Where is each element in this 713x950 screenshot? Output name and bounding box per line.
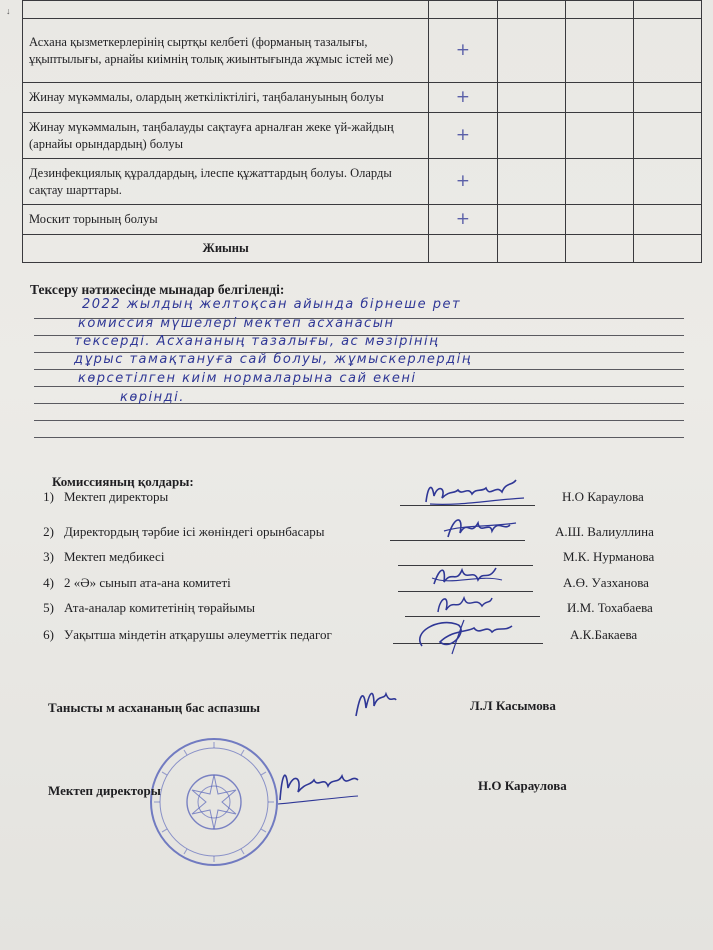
acquainted-label: Танысты м асхананың бас аспазшы <box>48 700 261 715</box>
table-row <box>23 83 702 113</box>
commission-member: 6) Уақытша міндетін атқарушы әлеуметтік педагог <box>43 627 332 642</box>
member-name: А.Ө. Уазханова <box>563 575 649 590</box>
signature-kasymova <box>350 680 400 722</box>
member-name: И.М. Тохабаева <box>567 600 653 615</box>
mark-cell: + <box>429 159 497 205</box>
margin-mark: ↓ <box>6 6 11 16</box>
commission-member: 1) Мектеп директоры <box>43 489 169 504</box>
criterion-cell <box>23 1 429 19</box>
ruled-line <box>34 386 684 387</box>
member-role: 2 «Ә» сынып ата-ана комитеті <box>64 575 231 590</box>
table-row <box>23 205 702 235</box>
criterion-cell: Асхана қызметкерлерінің сыртқы келбеті (форманың тазалығы, ұқыптылығы, арнайы киімнің толық жиынтығында жұмыс істей ме) <box>23 19 429 83</box>
table-row <box>23 159 702 205</box>
findings-title: Тексеру нәтижесінде мынадар белгіленді: <box>30 282 285 297</box>
table-row <box>23 113 702 159</box>
ruled-line <box>34 437 684 438</box>
handwritten-line: комиссия мүшелері мектеп асханасын <box>78 316 395 331</box>
handwritten-line: тексерді. Асхананың тазалығы, ас мәзірінің <box>74 334 440 349</box>
ruled-line <box>34 369 684 370</box>
member-role: Ата-аналар комитетінің төрайымы <box>64 600 256 615</box>
member-role: Директордың тәрбие ісі жөніндегі орынбасары <box>64 524 325 539</box>
director-name: Н.О Караулова <box>478 778 567 793</box>
criterion-cell: Москит торының болуы <box>23 205 429 235</box>
checklist-table <box>22 0 702 263</box>
signature-uazkhanova <box>428 560 506 594</box>
member-name: А.Ш. Валиуллина <box>555 524 654 539</box>
mark-cell: + <box>429 205 497 235</box>
official-stamp <box>148 736 280 868</box>
table-row <box>23 19 702 83</box>
table-row <box>23 1 702 19</box>
criterion-cell: Жинау мүкәммалын, таңбалауды сақтауға арналған жеке үй-жайдың (арнайы орындардың) болуы <box>23 113 429 159</box>
member-role: Мектеп директоры <box>64 489 169 504</box>
member-role: Уақытша міндетін атқарушы әлеуметтік педагог <box>64 627 332 642</box>
mark-cell: + <box>429 113 497 159</box>
mark-cell: + <box>429 19 497 83</box>
commission-member: 2) Директордың тәрбие ісі жөніндегі орынбасары <box>43 524 325 539</box>
member-name: А.К.Бакаева <box>570 627 638 642</box>
signature-bakaeva <box>412 612 524 660</box>
member-name: М.К. Нурманова <box>563 549 655 564</box>
commission-member: 3) Мектеп медбикесі <box>43 549 165 564</box>
handwritten-line: көрінді. <box>120 390 185 405</box>
member-name: Н.О Караулова <box>562 489 644 504</box>
signature-karaulova <box>420 476 530 510</box>
handwritten-line: көрсетілген киім нормаларына сай екені <box>78 371 417 386</box>
chef-name: Л.Л Касымова <box>470 698 556 713</box>
commission-title: Комиссияның қолдары: <box>52 474 194 489</box>
signature-valiullina <box>440 511 520 543</box>
handwritten-line: дұрыс тамақтануға сай болуы, жұмыскерлердің <box>74 352 472 367</box>
ruled-line <box>34 420 684 421</box>
commission-member: 5) Ата-аналар комитетінің төрайымы <box>43 600 256 615</box>
director-label: Мектеп директоры <box>48 783 161 798</box>
mark-cell: + <box>429 83 497 113</box>
mark-cell <box>429 1 497 19</box>
criterion-cell: Дезинфекциялық құралдардың, ілеспе құжаттардың болуы. Оларды сақтау шарттары. <box>23 159 429 205</box>
signature-director <box>272 764 362 808</box>
criterion-cell: Жинау мүкәммалы, олардың жеткіліктілігі, таңбалануының болуы <box>23 83 429 113</box>
total-row <box>23 235 702 263</box>
commission-member: 4) 2 «Ә» сынып ата-ана комитеті <box>43 575 231 590</box>
handwritten-line: 2022 жылдың желтоқсан айында бірнеше рет <box>82 297 462 312</box>
member-role: Мектеп медбикесі <box>64 549 165 564</box>
total-label: Жиыны <box>23 235 429 263</box>
